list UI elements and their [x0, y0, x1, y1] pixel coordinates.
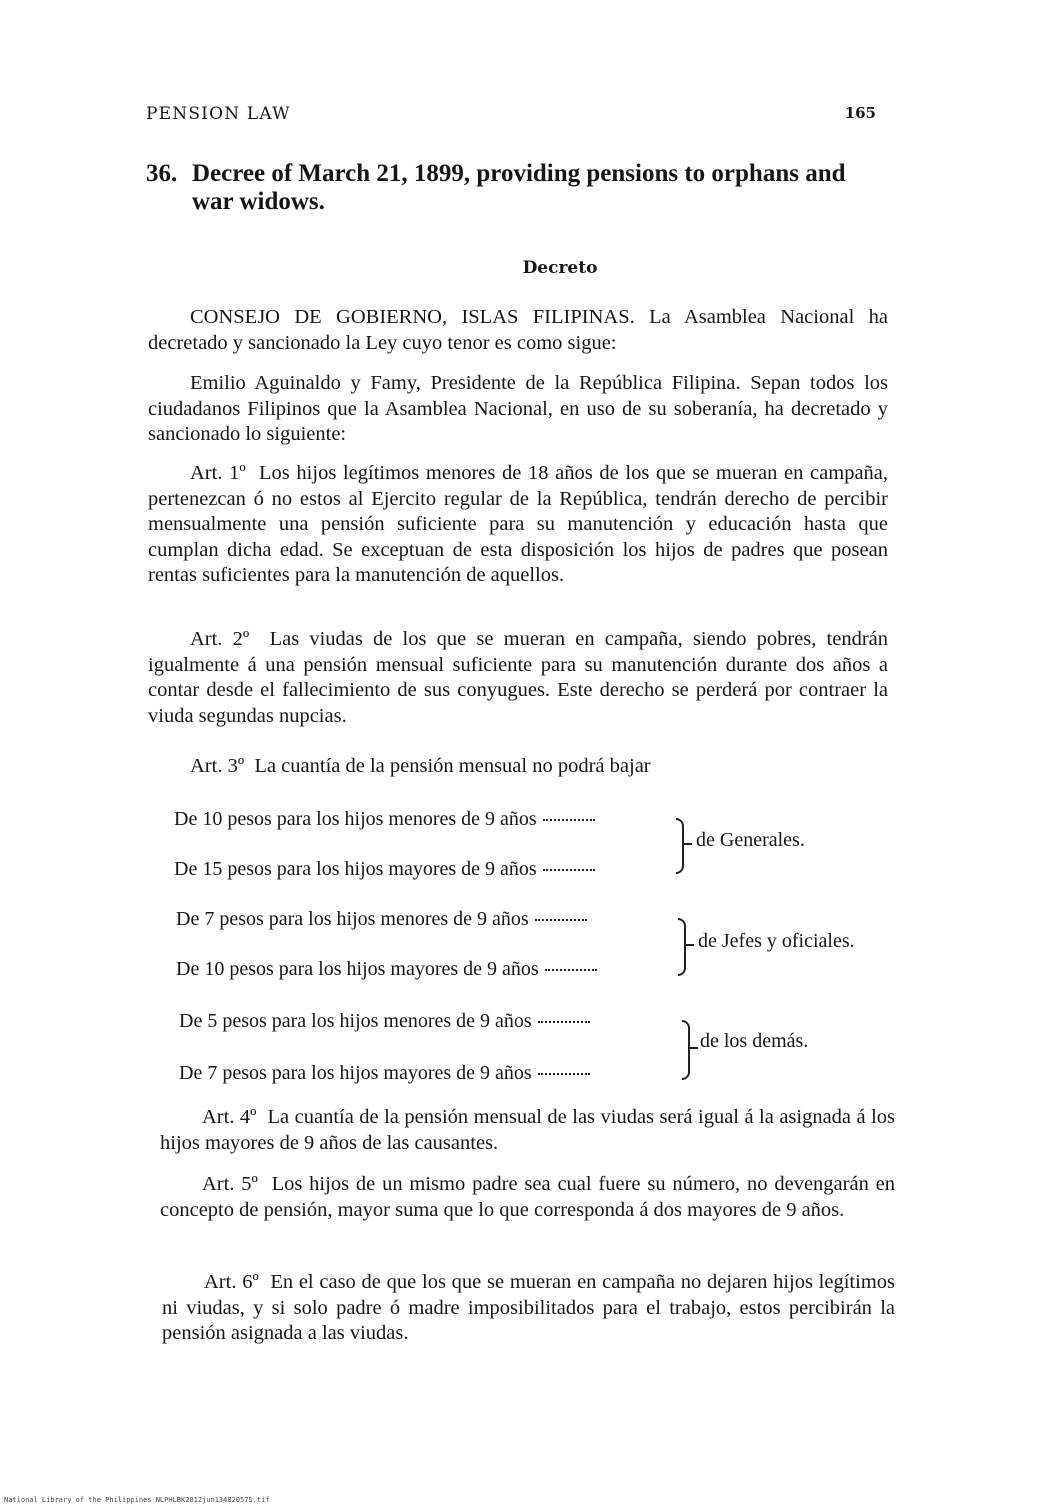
brace-tip	[684, 843, 692, 845]
table-row-text: De 10 pesos para los hijos mayores de 9 años	[176, 958, 539, 980]
article-label: Art. 2º	[190, 628, 250, 650]
brace-demas	[682, 1020, 690, 1080]
dot-leader	[543, 819, 595, 821]
article-body: Los hijos de un mismo padre sea cual fuere su número, no devengarán en concepto de pensión, mayor suma que lo que corresponda á dos mayores de 9 años.	[160, 1173, 896, 1221]
article-4	[160, 1105, 895, 1156]
paragraph-aguinaldo	[148, 371, 888, 448]
article-1	[148, 461, 888, 589]
group-label-jefes: de Jefes y oficiales.	[698, 930, 855, 952]
section-number: 36.	[146, 160, 178, 187]
article-text	[148, 754, 888, 780]
running-head	[146, 104, 876, 128]
table-row-text: De 10 pesos para los hijos menores de 9 años	[174, 808, 537, 830]
paragraph-text: Emilio Aguinaldo y Famy, Presidente de la República Filipina. Sepan todos los ciudadanos Filipinos que la Asamblea Nacional, en uso de su soberanía, ha decretado y sancionado lo siguiente:	[148, 372, 888, 445]
table-row	[176, 908, 587, 931]
brace-jefes	[678, 918, 686, 976]
article-6	[162, 1270, 895, 1347]
section-title: Decree of March 21, 1899, providing pensions to orphans and war widows.	[192, 160, 846, 215]
article-label: Art. 6º	[204, 1271, 259, 1293]
article-text	[162, 1270, 895, 1347]
brace-generales	[676, 818, 684, 874]
scan-footer: National Library of the Philippines NLPHLBK2012jun13482057S.tif	[4, 1496, 270, 1504]
article-body: La cuantía de la pensión mensual de las viudas será igual á la asignada á los hijos mayores de 9 años de las causantes.	[160, 1106, 896, 1154]
article-text	[148, 461, 888, 589]
article-text	[160, 1105, 895, 1156]
running-title: PENSION LAW	[146, 104, 291, 124]
dot-leader	[545, 969, 597, 971]
decree-subheading: Decreto	[522, 258, 598, 278]
group-label-demas: de los demás.	[700, 1030, 809, 1052]
table-row	[174, 858, 595, 881]
dot-leader	[543, 869, 595, 871]
table-row	[179, 1010, 590, 1033]
dot-leader	[538, 1021, 590, 1023]
dot-leader	[535, 919, 587, 921]
article-label: Art. 4º	[202, 1106, 257, 1128]
table-row	[179, 1062, 590, 1085]
table-row-text: De 7 pesos para los hijos menores de 9 años	[176, 908, 529, 930]
article-2	[148, 627, 888, 729]
article-body: La cuantía de la pensión mensual no podrá bajar	[254, 755, 651, 777]
group-label-generales: de Generales.	[696, 829, 805, 851]
section-heading	[146, 160, 886, 216]
brace-tip	[690, 1047, 698, 1049]
table-row-text: De 5 pesos para los hijos menores de 9 años	[179, 1010, 532, 1032]
article-label: Art. 5º	[202, 1173, 258, 1195]
article-body: Las viudas de los que se mueran en campaña, siendo pobres, tendrán igualmente á una pensión mensual suficiente para su manutención durante dos años a contar desde el fallecimiento de sus conyugues. Este derecho se perderá por contraer la viuda segundas nupcias.	[148, 628, 889, 727]
article-label: Art. 3º	[190, 755, 245, 777]
table-row-text: De 7 pesos para los hijos mayores de 9 años	[179, 1062, 532, 1084]
article-3	[148, 754, 888, 780]
article-body: Los hijos legítimos menores de 18 años de los que se mueran en campaña, pertenezcan ó no estos al Ejercito regular de la República, tendrán derecho de percibir mensualmente una pensión suficiente para su manutención y educación hasta que cumplan dicha edad. Se exceptuan de esta disposición los hijos de padres que posean rentas suficientes para la manutención de aquellos.	[148, 462, 889, 586]
article-text	[148, 627, 888, 729]
article-5	[160, 1172, 895, 1223]
article-label: Art. 1º	[190, 462, 246, 484]
page-number: 165	[844, 104, 876, 122]
dot-leader	[538, 1073, 590, 1075]
table-row	[176, 958, 597, 981]
paragraph-text: CONSEJO DE GOBIERNO, ISLAS FILIPINAS. La Asamblea Nacional ha decretado y sancionado la Ley cuyo tenor es como sigue:	[148, 306, 888, 354]
table-row-text: De 15 pesos para los hijos mayores de 9 años	[174, 858, 537, 880]
article-text	[160, 1172, 895, 1223]
article-body: En el caso de que los que se mueran en campaña no dejaren hijos legítimos ni viudas, y si solo padre ó madre imposibilitados para el trabajo, estos percibirán la pensión asignada a las viudas.	[162, 1271, 895, 1344]
brace-tip	[686, 944, 694, 946]
table-row	[174, 808, 595, 831]
paragraph-consejo	[148, 305, 888, 356]
